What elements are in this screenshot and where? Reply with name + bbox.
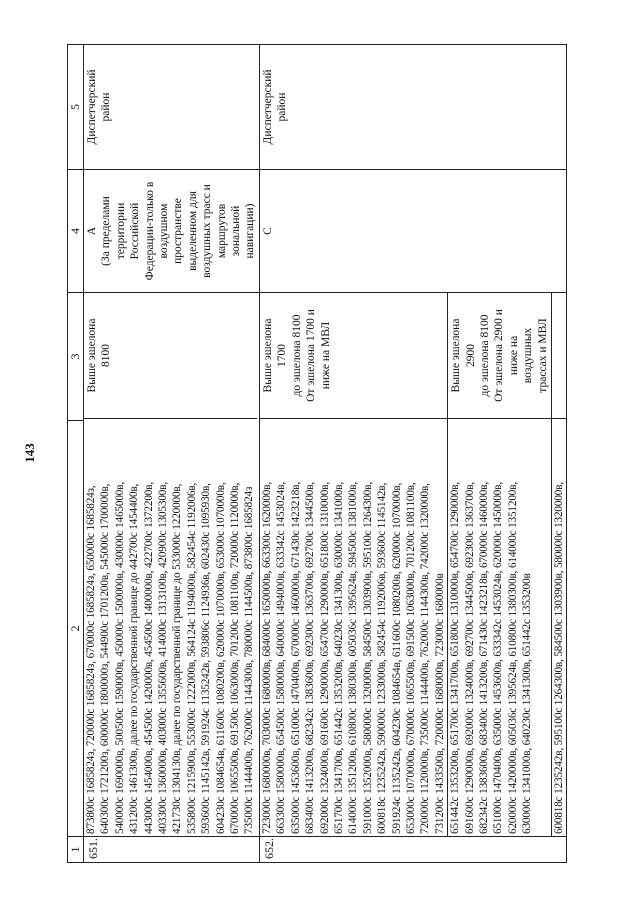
coordinate-line: 614000с 1351200в, 610800с 1380300в, 605036с 1395624в, 594500с 1381000в,: [347, 482, 360, 834]
flight-level-line: Выше эшелона: [261, 318, 274, 393]
flight-level-block: [84, 293, 257, 418]
flight-level-line: до эшелона 8100: [478, 314, 491, 397]
header-col-1: 1: [68, 837, 84, 863]
flight-level-line: 8100: [100, 344, 113, 367]
coordinates-and-levels-cell: [84, 293, 260, 837]
coordinate-line: 620000с 1420000в, 605036с 1395624в, 610800с 1380300в, 614000с 1351200в,: [506, 482, 519, 834]
airspace-class-line: пространстве: [172, 198, 185, 264]
coordinate-line: 604230с 1084654в, 611600с 1080200в, 620000с 1070000в, 653000с 1070000в,: [214, 482, 227, 834]
coordinate-line: 535800с 1215900в, 553000с 1222000в, 564124с 1194000в, 582454с 1192006в,: [185, 482, 198, 834]
flight-level-block: [448, 293, 551, 418]
coordinate-line: 403300с 1360000в, 403000с 1355600в, 414000с 1313100в, 420900с 1305300в,: [157, 482, 170, 834]
coordinate-line: 720000с 1120000в, 735000с 1144400в, 762000с 1144300в, 742000с 1320000в,: [419, 483, 432, 834]
flight-level-line: От эшелона 1700 и: [305, 309, 318, 402]
coordinate-line: 630000с 1341000в, 640230с 1341300в, 651442с 1353200в: [521, 573, 534, 834]
coordinate-group: [551, 293, 566, 836]
coordinate-line: 651700с 1341700в, 651442с 1353200в, 640230с 1341300в, 630000с 1341000в,: [332, 482, 345, 834]
coordinate-line: 443000с 1454000в, 454500с 1420000в, 454500с 1400000в, 422700с 1372200в,: [142, 482, 155, 834]
airspace-type-cell: [259, 45, 567, 170]
table-row: [259, 45, 567, 863]
coordinate-group: [447, 293, 551, 836]
airspace-class-line: выделенном для: [186, 191, 199, 271]
airspace-type-line: район: [276, 92, 289, 122]
airspace-class-line: зональной: [230, 205, 243, 257]
flight-level-line: ниже на МВЛ: [319, 321, 332, 390]
airspace-class-line: навигации): [244, 203, 257, 259]
airspace-class-cell: [259, 170, 567, 293]
airspace-class-line: Федерации-только в: [143, 181, 156, 281]
flight-level-line: От эшелона 2900 и: [493, 309, 506, 402]
airspace-type-line: Диспетчерский: [86, 69, 98, 145]
coordinate-line: 591000с 1352000в, 580000с 1320000в, 584500с 1303900в, 595100с 1264300в,: [361, 482, 374, 834]
page-number: 143: [22, 443, 37, 463]
airspace-class-line: Российской: [129, 202, 142, 260]
airspace-class-line: территории: [114, 202, 127, 260]
coordinate-line: 640300с 1721200з, 600000с 1800000з, 544900с 1701200в, 545000с 1700000в,: [99, 483, 112, 834]
coordinate-line: 683400с 1413200в, 682342с 1383600в, 692300с 1363700в, 692700с 1344500в,: [304, 482, 317, 834]
coordinate-line: 670000с 1065500в, 691500с 1063000в, 701200с 1081100в, 720000с 1120000в,: [229, 482, 242, 834]
coordinate-line: 731200с 1433500в, 720000с 1680000в, 723000с 1680000в: [433, 573, 446, 834]
airspace-class-line: (За пределами: [100, 196, 113, 266]
coordinates-block: [448, 418, 551, 836]
table-row: [84, 45, 260, 863]
row-number: 652.: [259, 837, 567, 863]
coordinate-line: 600818с 1235242в, 595100с 1264300в, 584500с 1303900в, 580000с 1320000в,: [553, 482, 565, 834]
flight-level-line: Выше эшелона: [86, 318, 98, 393]
airspace-class-line: С: [261, 227, 274, 235]
coordinate-line: 735000с 1144400в, 762000с 1144300в, 780000с 1144500в, 873800с 1685824з: [243, 486, 256, 834]
coordinates-block: [84, 418, 257, 836]
coordinate-line: 691600с 1290000в, 692000с 1324000в, 692700с 1344500в, 692300с 1363700в,: [463, 482, 476, 834]
flight-level-block: [552, 293, 566, 418]
airspace-class-line: А: [86, 226, 98, 236]
coordinates-and-levels-cell: [259, 293, 567, 837]
coordinate-group: [260, 293, 447, 836]
header-col-2: 2: [68, 421, 84, 837]
airspace-class-cell: [84, 170, 260, 293]
coordinate-line: 663300с 1580000в, 654500с 1580000в, 640000с 1494000в, 633342с 1453024в,: [275, 482, 288, 834]
flight-level-line: ниже на: [507, 335, 520, 376]
coordinate-line: 682342с 1383600в, 683400с 1413200в, 671430с 1423218в, 670000с 1460000в,: [477, 482, 490, 834]
airspace-type-cell: [84, 45, 260, 170]
coordinate-line: 593600с 1145142в, 591924с 1135242в, 593806с 1124936в, 602430с 1095930в,: [200, 483, 213, 834]
coordinate-line: 873800с 1685824з, 720000с 1685824з, 670000с 1685824з, 650000с 1685824з,: [85, 485, 97, 834]
flight-level-line: Выше эшелона: [450, 318, 463, 393]
coordinate-line: 540000с 1690000в, 500500с 1590000в, 450000с 1500000в, 430000с 1465000в,: [113, 482, 126, 834]
flight-level-line: 2900: [464, 344, 477, 367]
coordinates-block: [552, 418, 566, 836]
coordinate-line: 651442с 1353200в, 651700с 1341700в, 651800с 1310000в, 654700с 1290000в,: [449, 482, 462, 834]
coordinate-line: 723000с 1680000в, 703000с 1680000в, 684000с 1650000в, 663300с 1620000в,: [260, 482, 273, 834]
airspace-class-line: воздушном: [158, 203, 171, 259]
airspace-type-line: район: [100, 92, 113, 122]
flight-level-line: 1700: [276, 344, 289, 367]
coordinate-line: 692000с 1324000в, 691600с 1290000в, 654700с 1290000в, 651800с 1310000в,: [318, 482, 331, 834]
flight-level-block: [260, 293, 447, 418]
coordinate-group: [84, 293, 257, 836]
flight-level-line: до эшелона 8100: [290, 314, 303, 397]
row-number: 651.: [84, 837, 260, 863]
header-col-3: 3: [68, 293, 84, 421]
coordinate-line: 591924с 1135242в, 604230с 1084654в, 611600с 1080200в, 620000с 1070000в,: [390, 482, 403, 834]
coordinate-line: 431200с 1461300в, далее по государственной границе до 442700с 1454400в,: [128, 483, 141, 834]
flight-level-line: воздушных: [522, 327, 535, 384]
rotated-table-area: [67, 45, 602, 863]
coordinate-line: 653000с 1070000в, 670000с 1065500в, 691500с 1063000в, 701200с 1081100в,: [404, 482, 417, 834]
header-col-4: 4: [68, 170, 84, 293]
coordinate-line: 635000с 1453600в, 651000с 1470400в, 670000с 1460000в, 671430с 1423218в,: [289, 482, 302, 834]
airspace-type-line: Диспетчерский: [261, 69, 274, 145]
airspace-class-line: воздушных трасс и: [201, 184, 214, 278]
coordinates-block: [260, 418, 447, 836]
coordinate-line: 600818с 1235242в, 590000с 1233000в, 582454с 1192006в, 593600с 1145142в,: [376, 482, 389, 834]
airspace-class-line: маршрутов: [215, 203, 228, 259]
coordinate-line: 651000с 1470400в, 635000с 1453600в, 633342с 1453024в, 620000с 1450000в,: [492, 482, 505, 834]
header-col-5: 5: [68, 45, 84, 170]
flight-level-line: трассах и МВЛ: [536, 318, 549, 393]
header-row: [68, 45, 84, 863]
airspace-table: [67, 44, 567, 863]
coordinate-line: 421730с 1304130в, далее по государственной границе до 533000с 1220000в,: [171, 483, 184, 834]
